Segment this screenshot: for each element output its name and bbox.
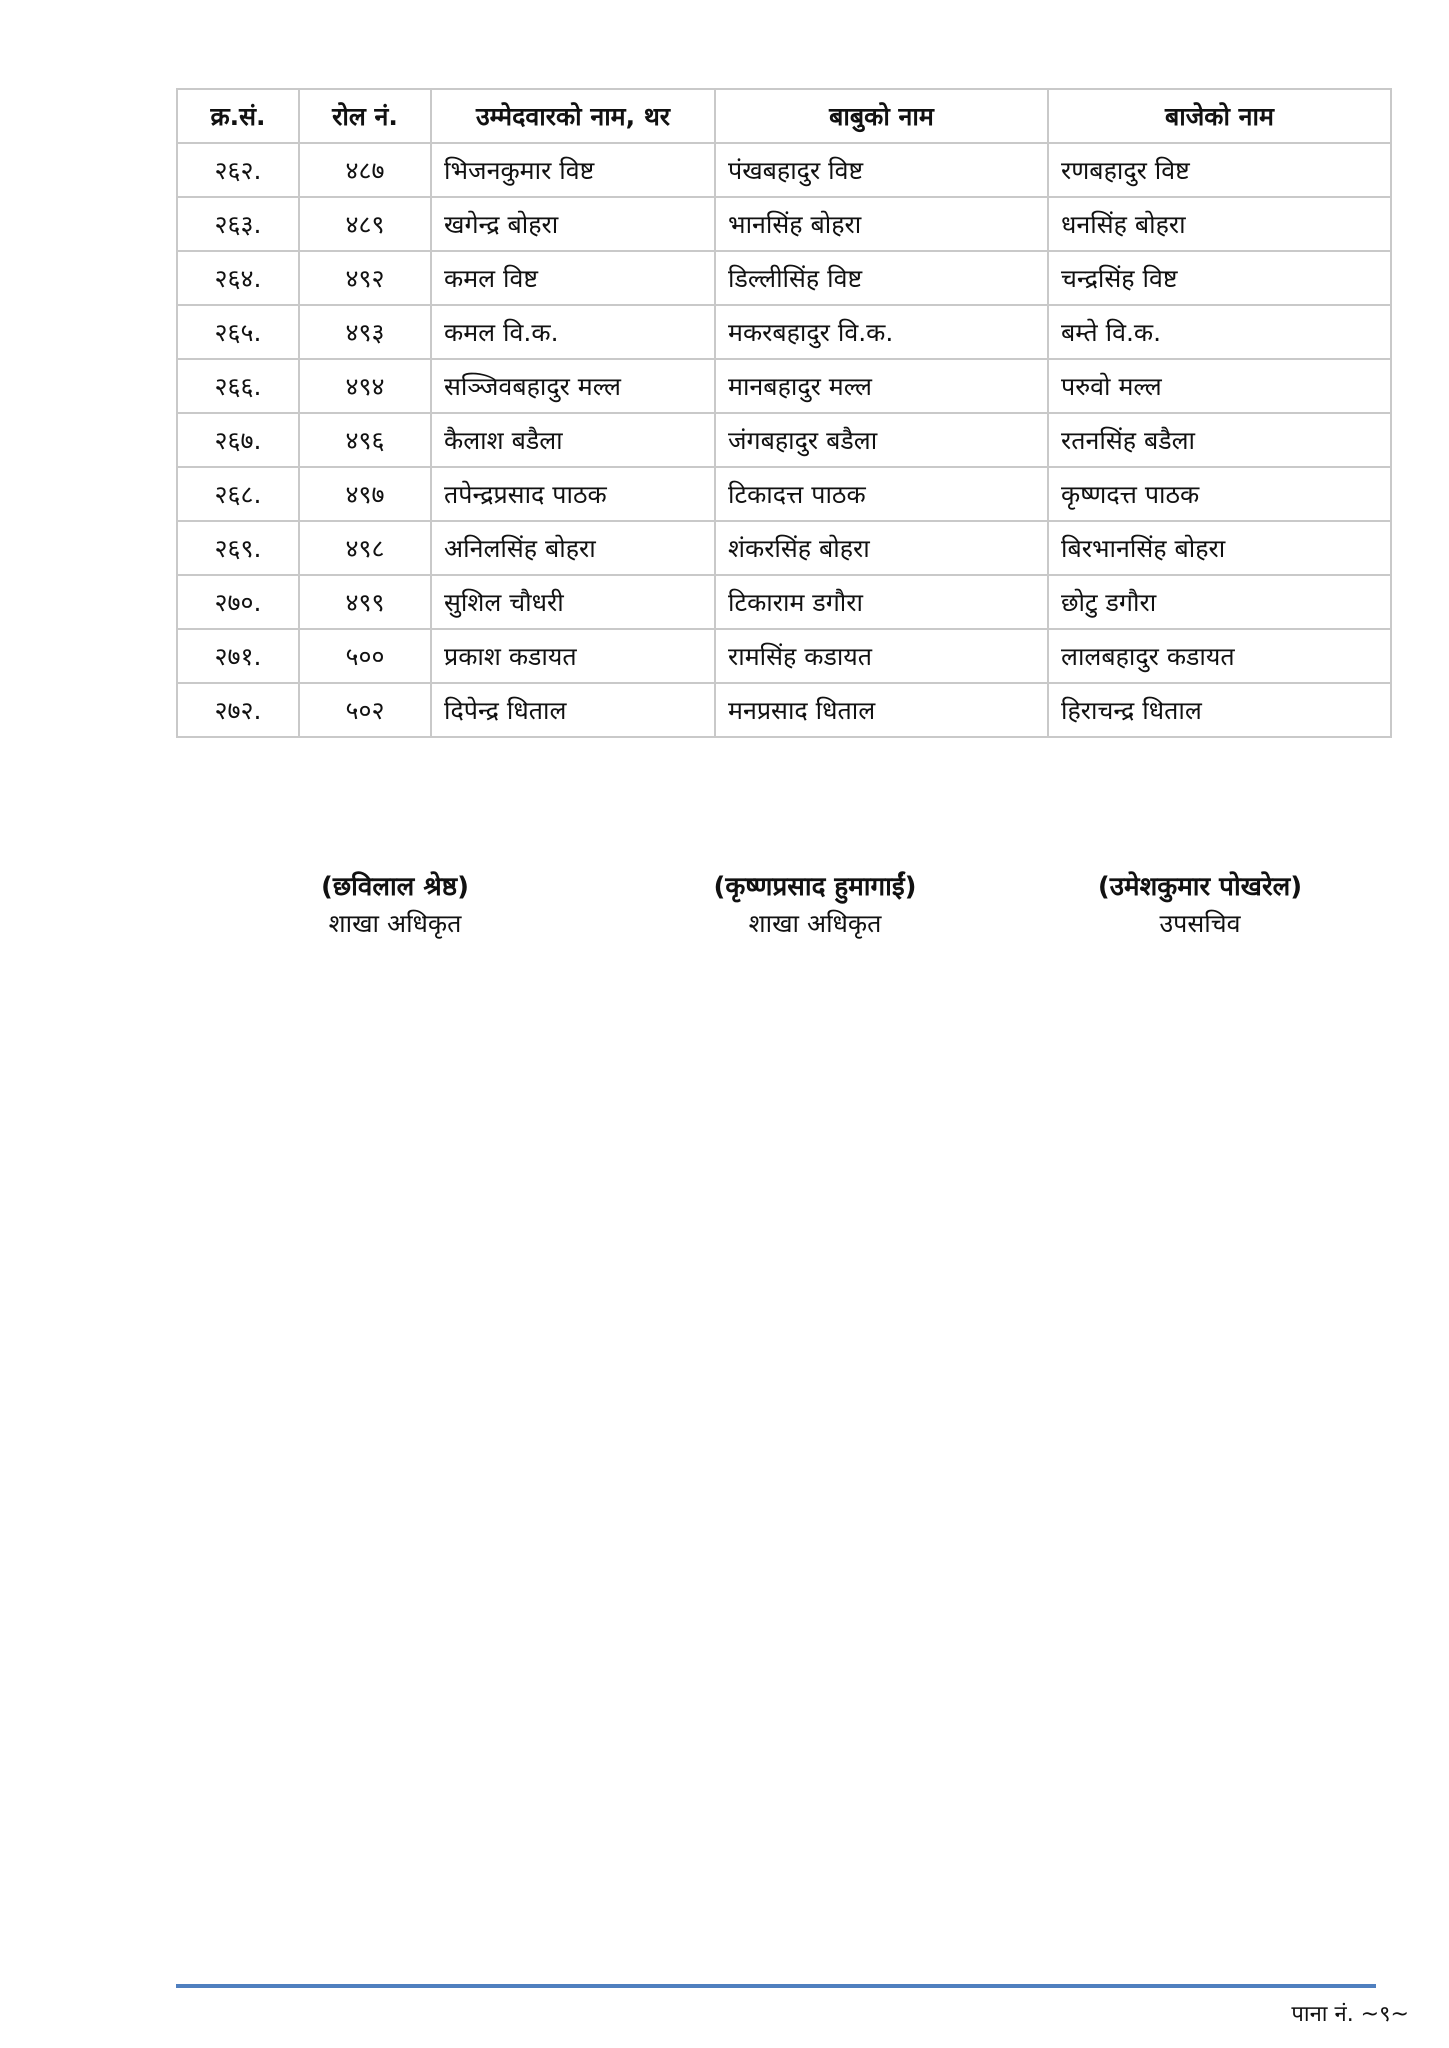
candidate-name-cell: तपेन्द्रप्रसाद पाठक xyxy=(431,467,715,521)
roll-number-cell: ५०० xyxy=(299,629,431,683)
signatory-title: शाखा अधिकृत xyxy=(328,909,462,938)
table-row xyxy=(177,521,1391,575)
signatory-title: शाखा अधिकृत xyxy=(748,909,882,938)
serial-number-cell: २६९. xyxy=(177,521,299,575)
signature-block xyxy=(176,870,1390,960)
table-row xyxy=(177,683,1391,737)
serial-number-cell: २६८. xyxy=(177,467,299,521)
roll-number-cell: ४९४ xyxy=(299,359,431,413)
candidate-name-cell: अनिलसिंह बोहरा xyxy=(431,521,715,575)
father-name-cell: डिल्लीसिंह विष्ट xyxy=(715,251,1048,305)
serial-number-cell: २६७. xyxy=(177,413,299,467)
serial-number-cell: २६२. xyxy=(177,143,299,197)
table-row xyxy=(177,305,1391,359)
table-header-row xyxy=(177,89,1391,143)
signatory-title: उपसचिव xyxy=(1159,909,1241,938)
grandfather-name-cell: छोटु डगौरा xyxy=(1048,575,1391,629)
header-grandfather-name: बाजेको नाम xyxy=(1048,89,1391,143)
candidate-name-cell: खगेन्द्र बोहरा xyxy=(431,197,715,251)
candidate-name-cell: सुशिल चौधरी xyxy=(431,575,715,629)
serial-number-cell: २७१. xyxy=(177,629,299,683)
table-row xyxy=(177,359,1391,413)
candidate-name-cell: कैलाश बडैला xyxy=(431,413,715,467)
roll-number-cell: ४९३ xyxy=(299,305,431,359)
signatory-name: (उमेशकुमार पोखरेल) xyxy=(1097,872,1303,902)
candidates-table xyxy=(176,88,1392,738)
roll-number-cell: ४९८ xyxy=(299,521,431,575)
header-roll-number: रोल नं. xyxy=(299,89,431,143)
serial-number-cell: २६५. xyxy=(177,305,299,359)
table-row xyxy=(177,413,1391,467)
father-name-cell: रामसिंह कडायत xyxy=(715,629,1048,683)
father-name-cell: टिकादत्त पाठक xyxy=(715,467,1048,521)
roll-number-cell: ५०२ xyxy=(299,683,431,737)
serial-number-cell: २७०. xyxy=(177,575,299,629)
signature-officer-2 xyxy=(655,870,975,944)
table-row xyxy=(177,575,1391,629)
grandfather-name-cell: धनसिंह बोहरा xyxy=(1048,197,1391,251)
header-father-name: बाबुको नाम xyxy=(715,89,1048,143)
serial-number-cell: २६३. xyxy=(177,197,299,251)
grandfather-name-cell: हिराचन्द्र धिताल xyxy=(1048,683,1391,737)
father-name-cell: शंकरसिंह बोहरा xyxy=(715,521,1048,575)
roll-number-cell: ४९२ xyxy=(299,251,431,305)
table-row xyxy=(177,143,1391,197)
candidate-name-cell: दिपेन्द्र धिताल xyxy=(431,683,715,737)
roll-number-cell: ४८९ xyxy=(299,197,431,251)
serial-number-cell: २७२. xyxy=(177,683,299,737)
grandfather-name-cell: लालबहादुर कडायत xyxy=(1048,629,1391,683)
grandfather-name-cell: परुवो मल्ल xyxy=(1048,359,1391,413)
roll-number-cell: ४९९ xyxy=(299,575,431,629)
serial-number-cell: २६४. xyxy=(177,251,299,305)
table-row xyxy=(177,197,1391,251)
roll-number-cell: ४८७ xyxy=(299,143,431,197)
roll-number-cell: ४९६ xyxy=(299,413,431,467)
table-row xyxy=(177,467,1391,521)
father-name-cell: पंखबहादुर विष्ट xyxy=(715,143,1048,197)
candidate-name-cell: कमल विष्ट xyxy=(431,251,715,305)
grandfather-name-cell: रतनसिंह बडैला xyxy=(1048,413,1391,467)
header-candidate-name: उम्मेदवारको नाम, थर xyxy=(431,89,715,143)
table-row xyxy=(177,251,1391,305)
signature-officer-1 xyxy=(235,870,555,944)
father-name-cell: मकरबहादुर वि.क. xyxy=(715,305,1048,359)
father-name-cell: जंगबहादुर बडैला xyxy=(715,413,1048,467)
serial-number-cell: २६६. xyxy=(177,359,299,413)
signatory-name: (छविलाल श्रेष्ठ) xyxy=(321,872,469,902)
footer-divider xyxy=(176,1984,1376,1988)
table-row xyxy=(177,629,1391,683)
roll-number-cell: ४९७ xyxy=(299,467,431,521)
candidate-name-cell: कमल वि.क. xyxy=(431,305,715,359)
signature-deputy-secretary xyxy=(1040,870,1360,944)
father-name-cell: मानबहादुर मल्ल xyxy=(715,359,1048,413)
grandfather-name-cell: कृष्णदत्त पाठक xyxy=(1048,467,1391,521)
header-serial-number: क्र.सं. xyxy=(177,89,299,143)
page-number: पाना नं. ~९~ xyxy=(1291,2002,1409,2027)
signatory-name: (कृष्णप्रसाद हुमागाईं) xyxy=(713,872,917,902)
candidate-name-cell: भिजनकुमार विष्ट xyxy=(431,143,715,197)
father-name-cell: टिकाराम डगौरा xyxy=(715,575,1048,629)
grandfather-name-cell: बम्ते वि.क. xyxy=(1048,305,1391,359)
grandfather-name-cell: बिरभानसिंह बोहरा xyxy=(1048,521,1391,575)
father-name-cell: भानसिंह बोहरा xyxy=(715,197,1048,251)
candidate-name-cell: प्रकाश कडायत xyxy=(431,629,715,683)
candidate-name-cell: सञ्जिवबहादुर मल्ल xyxy=(431,359,715,413)
grandfather-name-cell: रणबहादुर विष्ट xyxy=(1048,143,1391,197)
grandfather-name-cell: चन्द्रसिंह विष्ट xyxy=(1048,251,1391,305)
father-name-cell: मनप्रसाद धिताल xyxy=(715,683,1048,737)
